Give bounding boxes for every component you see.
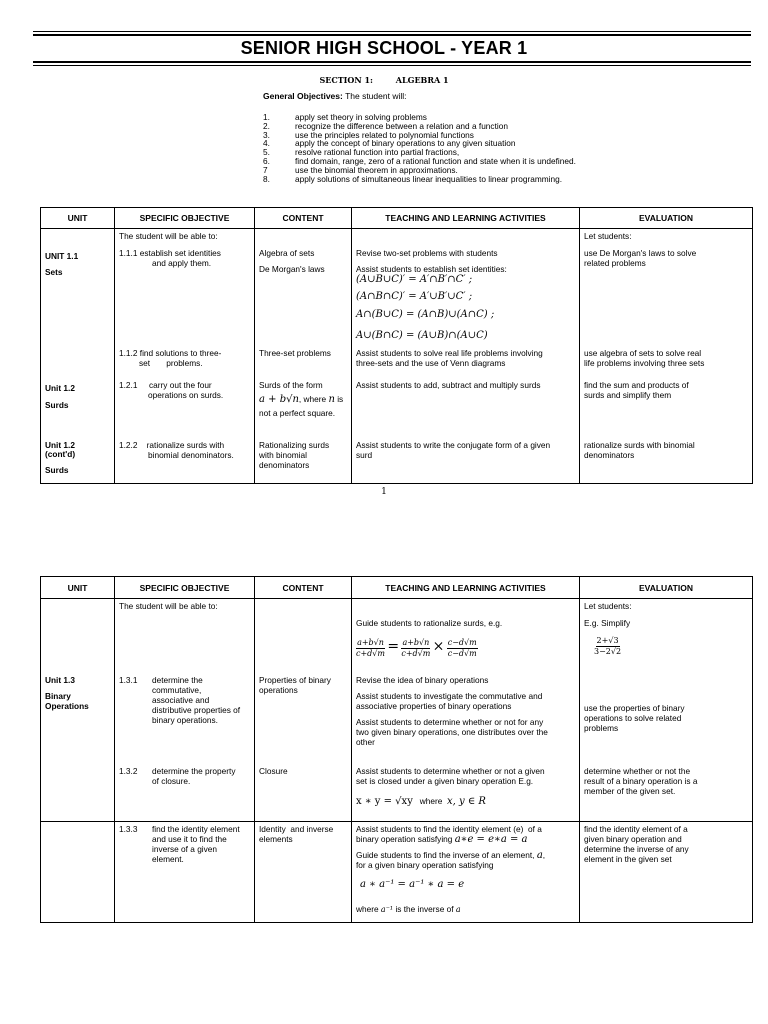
page-title: SENIOR HIGH SCHOOL - YEAR 1 <box>240 38 528 58</box>
objectives-list <box>263 113 576 183</box>
content-text: elements <box>259 834 293 844</box>
evaluation-text: rationalize surds with binomial <box>584 440 695 450</box>
content-text: operations <box>259 685 298 695</box>
activity-text: Revise the idea of binary operations <box>356 675 489 685</box>
objective-text: and apply them. <box>152 258 212 268</box>
objective-text: associative and <box>152 695 210 705</box>
evaluation-text: find the sum and products of <box>584 380 689 390</box>
activity-text: Assist students to write the conjugate form of a given <box>356 440 551 450</box>
content-text: Surds of the form <box>259 380 323 390</box>
fraction: $\frac{2+√3}{3-2√2}$ <box>594 636 622 656</box>
column-header-evaluation: EVALUATION <box>580 208 753 229</box>
objective-text: inverse of a given <box>152 844 218 854</box>
unit-cell <box>41 599 115 822</box>
top-rule-thick <box>33 34 751 36</box>
column-header-objective: SPECIFIC OBJECTIVE <box>115 208 255 229</box>
content-text: with binomial <box>259 450 307 460</box>
list-item: 5. resolve rational function into partial fractions, <box>263 147 460 158</box>
evaluation-text: operations to solve related <box>584 713 682 723</box>
unit-name: Surds <box>45 400 69 410</box>
fraction: $\frac{a+b√n}{c+d√m}$ <box>356 638 385 658</box>
objective-cell <box>115 229 255 484</box>
section-heading <box>0 75 768 85</box>
inverse-equation: a ∗ a⁻¹ = a⁻¹ ∗ a = e <box>360 879 465 890</box>
curriculum-table-page2 <box>40 576 753 923</box>
activity-text: other <box>356 737 375 747</box>
evaluation-text: life problems involving three sets <box>584 358 705 368</box>
set-identity-equation: (A∩B∩C)′ = A′∪B′∪C′ ; <box>356 291 473 302</box>
activity-text: two given binary operations, one distributes over the <box>356 727 548 737</box>
evaluation-text: use algebra of sets to solve real <box>584 348 702 358</box>
column-header-objective: SPECIFIC OBJECTIVE <box>115 577 255 599</box>
objective-text: binary operations. <box>152 715 218 725</box>
content-text: Rationalizing surds <box>259 440 330 450</box>
activities-cell <box>352 822 580 923</box>
activity-text: Assist students to solve real life problems involving <box>356 348 543 358</box>
evaluation-text: find the identity element of a <box>584 824 688 834</box>
content-text: not a perfect square. <box>259 408 336 418</box>
activities-cell <box>352 229 580 484</box>
section-name: ALGEBRA 1 <box>395 75 449 85</box>
activity-text: Assist students to determine whether or not for any <box>356 717 544 727</box>
evaluation-cell <box>580 599 753 822</box>
unit-code: Unit 1.2 <box>45 383 75 393</box>
unit-name: Surds <box>45 465 69 475</box>
list-item: 2. recognize the difference between a relation and a function <box>263 120 508 131</box>
column-header-evaluation: EVALUATION <box>580 577 753 599</box>
general-objectives <box>263 91 406 101</box>
set-identity-equation: (A∪B∪C)′ = A′∩B′∩C′ ; <box>356 274 473 285</box>
objective-text: operations on surds. <box>148 390 224 400</box>
evaluation-text: element in the given set <box>584 854 672 864</box>
curriculum-table-page1 <box>40 207 753 484</box>
activity-text: three-sets and the use of Venn diagrams <box>356 358 506 368</box>
general-objectives-label: General Objectives: <box>263 91 343 101</box>
unit-name: Binary <box>45 691 71 701</box>
objective-text: and use it to find the <box>152 834 227 844</box>
evaluation-text: use the properties of binary <box>584 703 685 713</box>
objective-text: determine the property <box>152 766 236 776</box>
objective-text: determine the <box>152 675 203 685</box>
list-item: 6. find domain, range, zero of a rational function and state when it is undefined. <box>263 155 576 166</box>
activity-text: binary operation satisfying a∗e = e∗a = a <box>356 834 528 845</box>
list-item: 1. apply set theory in solving problems <box>263 112 427 122</box>
unit-name: Sets <box>45 267 63 277</box>
evaluation-text: result of a binary operation is a <box>584 776 698 786</box>
evaluation-text: determine the inverse of any <box>584 844 689 854</box>
objective-number: 1.3.3 <box>119 824 138 834</box>
unit-code: Unit 1.3 <box>45 675 75 685</box>
column-header-content: CONTENT <box>255 577 352 599</box>
set-identity-equation: A∩(B∪C) = (A∩B)∪(A∩C) ; <box>356 309 495 320</box>
content-text: Three-set problems <box>259 348 331 358</box>
list-item: 3. use the principles related to polynomial functions <box>263 129 474 140</box>
identity-equation: a∗e = e∗a = a <box>454 834 528 845</box>
activity-text: Assist students to find the identity element (e) of a <box>356 824 542 834</box>
objective-text: find the identity element <box>152 824 240 834</box>
activity-text: for a given binary operation satisfying <box>356 860 494 870</box>
list-item: 8. apply solutions of simultaneous linear inequalities to linear programming. <box>263 173 563 184</box>
content-text: Closure <box>259 766 288 776</box>
objective-text: binomial denominators. <box>148 450 234 460</box>
activity-text: Assist students to investigate the commutative and <box>356 691 543 701</box>
list-item: 7 use the binomial theorem in approximations. <box>263 164 458 175</box>
activity-text: Guide students to find the inverse of an element, a, <box>356 850 546 861</box>
objective-intro: The student will be able to: <box>119 231 218 241</box>
activities-cell <box>352 599 580 822</box>
evaluation-text: E.g. Simplify <box>584 618 631 628</box>
activity-text: Assist students to add, subtract and multiply surds <box>356 380 541 390</box>
rationalize-formula: $\frac{a+b√n}{c+d√m}$ = $\frac{a+b√n}{c+d√m}$ × $\frac{c-d√m}{c-d√m}$ <box>356 638 477 658</box>
objective-number: 1.3.2 <box>119 766 138 776</box>
evaluation-cell <box>580 822 753 923</box>
objective-intro: The student will be able to: <box>119 601 218 611</box>
top-rule-thin <box>33 31 751 32</box>
evaluation-text: given binary operation and <box>584 834 682 844</box>
activity-text: Revise two-set problems with students <box>356 248 498 258</box>
content-text: a + b√n, where n is <box>259 394 344 405</box>
evaluation-text: use De Morgan's laws to solve <box>584 248 697 258</box>
unit-cell <box>41 229 115 484</box>
objective-text: 1.1.1 establish set identities <box>119 248 221 258</box>
objective-text: 1.1.2 find solutions to three- <box>119 348 222 358</box>
content-cell <box>255 229 352 484</box>
evaluation-intro: Let students: <box>584 601 632 611</box>
unit-code: UNIT 1.1 <box>45 251 79 261</box>
objective-text: set problems. <box>139 358 203 368</box>
fraction: $\frac{c-d√m}{c-d√m}$ <box>447 638 477 658</box>
activity-text: surd <box>356 450 373 460</box>
objective-cell <box>115 599 255 822</box>
evaluation-text: surds and simplify them <box>584 390 672 400</box>
activity-text: Assist students to determine whether or not a given <box>356 766 545 776</box>
activity-text: set is closed under a given binary operation E.g. <box>356 776 534 786</box>
surd-expression: a + b√n <box>259 394 299 405</box>
unit-name: Operations <box>45 701 89 711</box>
objective-text: of closure. <box>152 776 191 786</box>
activity-text: where a⁻¹ is the inverse of a <box>356 904 461 914</box>
content-text: Properties of binary <box>259 675 331 685</box>
column-header-activities: TEACHING AND LEARNING ACTIVITIES <box>352 577 580 599</box>
simplify-example <box>594 636 621 657</box>
evaluation-cell <box>580 229 753 484</box>
unit-code-contd: (cont'd) <box>45 449 76 459</box>
evaluation-text: determine whether or not the <box>584 766 691 776</box>
activity-text: Assist students to establish set identities: <box>356 264 507 274</box>
page-number: 1 <box>381 487 387 497</box>
content-cell <box>255 599 352 822</box>
column-header-activities: TEACHING AND LEARNING ACTIVITIES <box>352 208 580 229</box>
title-rule-thick <box>33 61 751 63</box>
set-identity-equation: A∪(B∩C) = (A∪B)∩(A∪C) <box>356 330 488 341</box>
fraction: $\frac{a+b√n}{c+d√m}$ <box>401 638 431 658</box>
general-objectives-intro: The student will: <box>345 91 407 101</box>
content-text: Algebra of sets <box>259 248 315 258</box>
content-text: Identity and inverse <box>259 824 334 834</box>
objective-text: commutative, <box>152 685 202 695</box>
section-label: SECTION 1: <box>319 75 373 85</box>
activity-text: Guide students to rationalize surds, e.g. <box>356 618 503 628</box>
objective-text: 1.2.1 carry out the four <box>119 380 212 390</box>
evaluation-text: denominators <box>584 450 635 460</box>
evaluation-intro: Let students: <box>584 231 632 241</box>
column-header-content: CONTENT <box>255 208 352 229</box>
column-header-unit: UNIT <box>41 577 115 599</box>
evaluation-text: related problems <box>584 258 646 268</box>
activity-text: associative properties of binary operations <box>356 701 512 711</box>
unit-code: Unit 1.2 <box>45 440 75 450</box>
objective-text: element. <box>152 854 184 864</box>
list-item: 4. apply the concept of binary operations to any given situation <box>263 138 516 149</box>
evaluation-text: problems <box>584 723 619 733</box>
content-cell <box>255 822 352 923</box>
column-header-unit: UNIT <box>41 208 115 229</box>
evaluation-text: member of the given set. <box>584 786 676 796</box>
objective-text: 1.2.2 rationalize surds with <box>119 440 225 450</box>
content-text: De Morgan's laws <box>259 264 325 274</box>
content-text: denominators <box>259 460 310 470</box>
unit-cell <box>41 822 115 923</box>
objective-number: 1.3.1 <box>119 675 138 685</box>
closure-example: x ∗ y = √xy where x, y ∈ R <box>356 796 486 807</box>
title-rule-thin <box>33 65 751 66</box>
objective-cell <box>115 822 255 923</box>
objective-text: distributive properties of <box>152 705 241 715</box>
